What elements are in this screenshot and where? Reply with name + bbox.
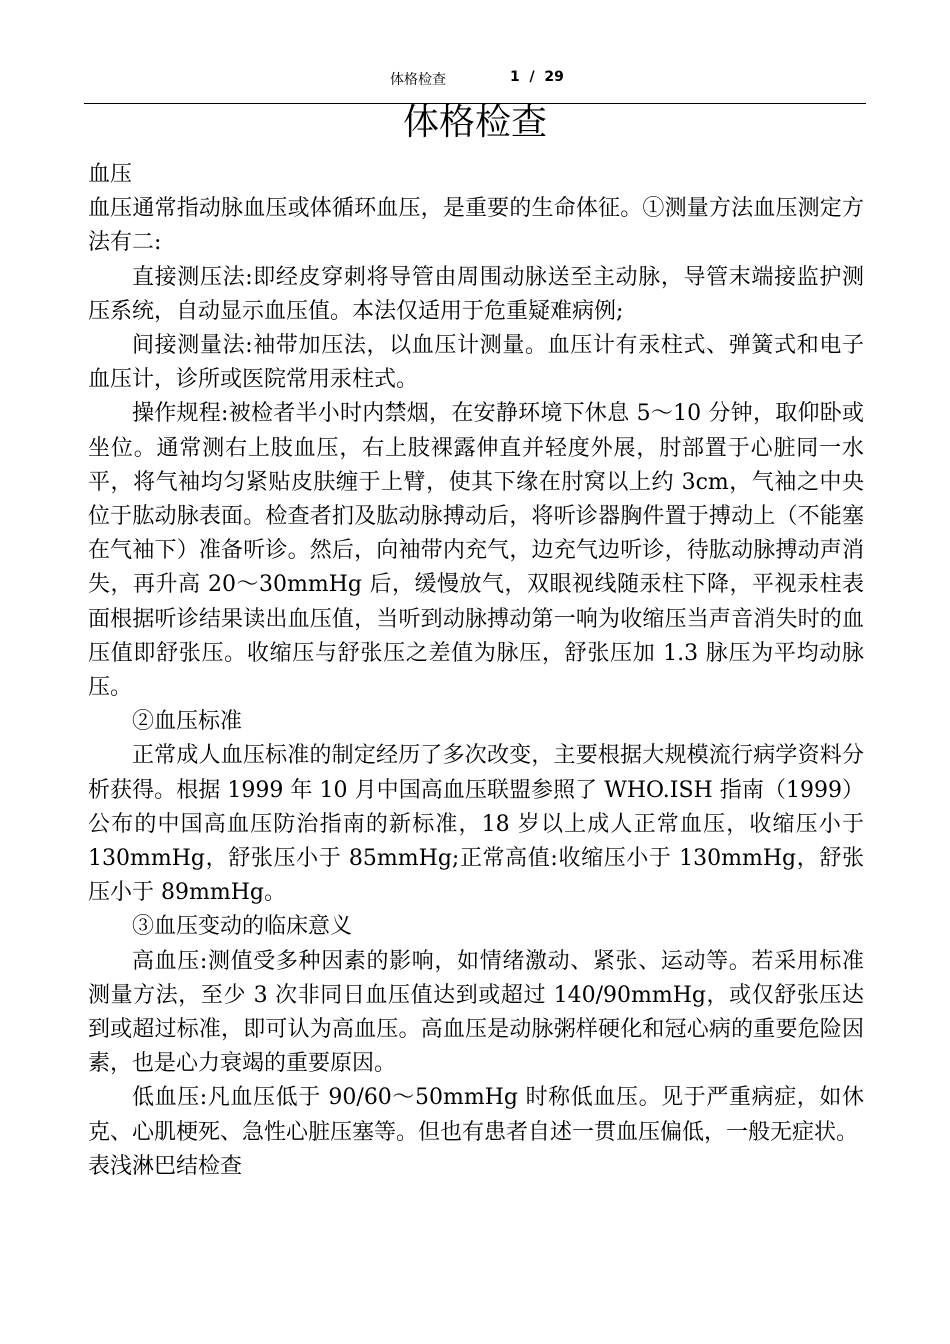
paragraph-direct-method: 直接测压法:即经皮穿刺将导管由周围动脉送至主动脉，导管末端接监护测压系统，自动显示血压值。本法仅适用于危重疑难病例;	[88, 264, 864, 324]
section-heading-lymph-nodes: 表浅淋巴结检查	[88, 1153, 243, 1179]
paragraph-intro: 血压通常指动脉血压或体循环血压，是重要的生命体征。①测量方法血压测定方法有二:	[88, 196, 864, 256]
header-title: 体格检查	[390, 72, 446, 88]
subheading-bp-standard: ②血压标准	[132, 709, 243, 735]
paragraph-bp-standard: 正常成人血压标准的制定经历了多次改变，主要根据大规模流行病学资料分析获得。根据 1999 年 10 月中国高血压联盟参照了 WHO.ISH 指南（1999）公布的中国高血压防治指南的新标准，18 岁以上成人正常血压，收缩压小于 130mmHg，舒张压小于 85mmHg;正常高值:收缩压小于 130mmHg，舒张压小于 89mmHg。	[88, 743, 864, 906]
paragraph-hypertension: 高血压:测值受多种因素的影响，如情绪激动、紧张、运动等。若采用标准测量方法，至少 3 次非同日血压值达到或超过 140/90mmHg，或仅舒张压达到或超过标准，即可认为高血压。高血压是动脉粥样硬化和冠心病的重要危险因素，也是心力衰竭的重要原因。	[88, 948, 864, 1077]
section-heading-blood-pressure: 血压	[88, 162, 133, 187]
paragraph-procedure: 操作规程:被检者半小时内禁烟，在安静环境下休息 5～10 分钟，取仰卧或坐位。通常测右上肢血压，右上肢裸露伸直并轻度外展，肘部置于心脏同一水平，将气袖均匀紧贴皮肤缠于上臂，使其下缘在肘窝以上约 3cm，气袖之中央位于肱动脉表面。检查者扪及肱动脉搏动后，将听诊器胸件置于搏动上（不能塞在气袖下）准备听诊。然后，向袖带内充气，边充气边听诊，待肱动脉搏动声消失，再升高 20～30mmHg 后，缓慢放气，双眼视线随汞柱下降，平视汞柱表面根据听诊结果读出血压值，当听到动脉搏动第一响为收缩压当声音消失时的血压值即舒张压。收缩压与舒张压之差值为脉压，舒张压加 1.3 脉压为平均动脉压。	[88, 401, 864, 701]
paragraph-hypotension: 低血压:凡血压低于 90/60～50mmHg 时称低血压。见于严重病症，如休克、心肌梗死、急性心脏压塞等。但也有患者自述一贯血压偏低，一般无症状。	[88, 1085, 864, 1145]
page-header	[0, 66, 950, 90]
document-body	[88, 158, 864, 1184]
subheading-clinical-significance: ③血压变动的临床意义	[132, 914, 353, 940]
paragraph-indirect-method: 间接测量法:袖带加压法，以血压计测量。血压计有汞柱式、弹簧式和电子血压计，诊所或医院常用汞柱式。	[88, 333, 864, 393]
document-title: 体格检查	[402, 102, 547, 143]
page-number: 1 / 29	[510, 69, 564, 85]
